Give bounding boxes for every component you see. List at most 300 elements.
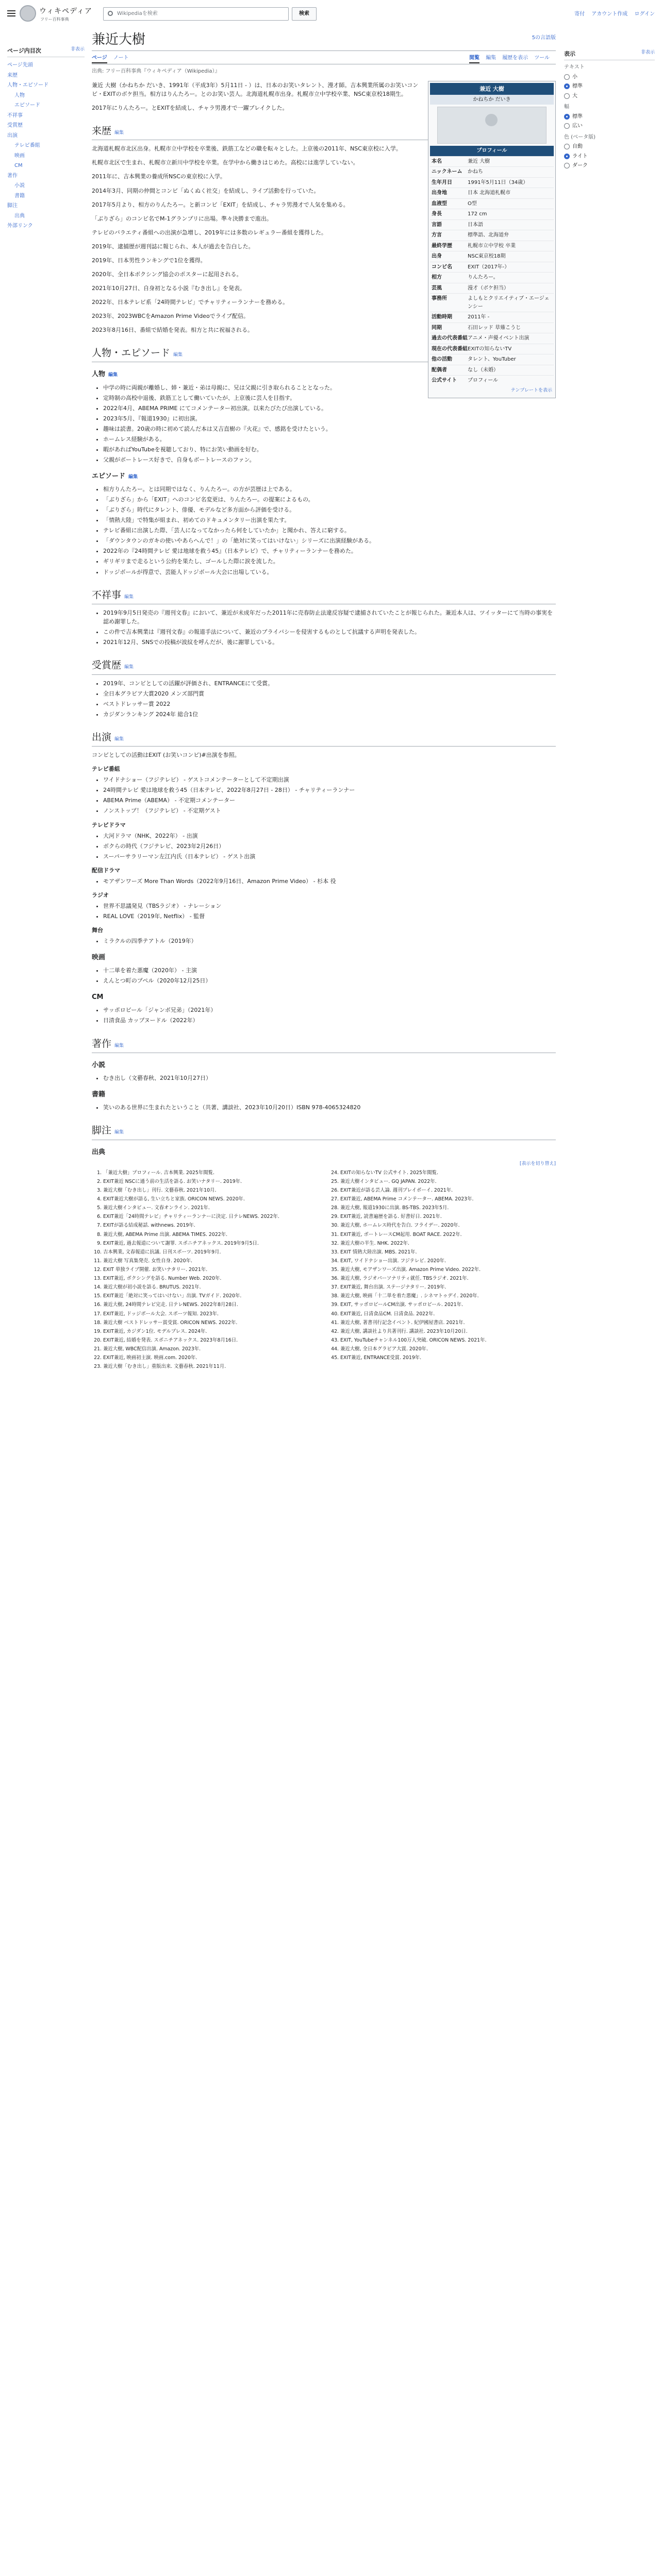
scandal-item: • 2019年9月5日発売の『週刊文春』において、兼近が未成年だった2011年に売春防止法違反容疑で逮捕されていたことが報じられた。兼近本人は、ツイッターにて当時の事実を認め謝罪した。 — [103, 608, 556, 626]
episode-item: • 「情熱大陸」で特集が組まれ、初めてのドキュメンタリー出演を果たす。 — [103, 516, 556, 524]
appear-item: • ノンストップ！（フジテレビ） - 不定期ゲスト — [103, 806, 556, 815]
radio-icon — [564, 123, 570, 129]
tab-read[interactable]: 閲覧 — [469, 55, 479, 63]
option-label: 小 — [572, 74, 577, 80]
infobox-row — [430, 283, 554, 294]
works-item: • 笑いのある世界に生まれたということ（共著、講談社、2023年10月20日）ISBN 978-4065324820 — [103, 1103, 556, 1112]
text-size-standard[interactable] — [564, 82, 655, 91]
search-placeholder: Wikipediaを検索 — [117, 11, 158, 16]
infobox-value: りんたろー。 — [468, 275, 499, 281]
portrait-image[interactable] — [437, 107, 546, 144]
episode-item: • 「ダウンタウンのガキの使いやあらへんで！」の「絶対に笑ってはいけない」シリーズに出演経験がある。 — [103, 536, 556, 545]
reference-item: 45. EXIT兼近, ENTRANCE受賞. 2019年. — [340, 1354, 556, 1362]
toc-item[interactable]: 人物・エピソード — [7, 82, 48, 89]
toc-subitem[interactable]: 小説 — [14, 183, 25, 189]
infobox-row — [430, 166, 554, 177]
infobox-value: 2011年 - — [468, 314, 490, 320]
reference-item: 22. EXIT兼近, 映画初主演. 映画.com. 2020年. — [103, 1354, 319, 1362]
appear-item: • 世界不思議発見（TBSラジオ） - ナレーション — [103, 902, 556, 910]
toc-item[interactable]: 脚注 — [7, 203, 18, 209]
infobox-label: 過去の代表番組 — [432, 335, 468, 342]
infobox-row — [430, 188, 554, 198]
reference-item: 43. EXIT, YouTubeチャンネル100万人突破. ORICON NEWS. 2021年. — [340, 1337, 556, 1344]
infobox-row — [430, 156, 554, 167]
infobox-rows — [430, 156, 554, 386]
infobox-value: なし（未婚） — [468, 367, 499, 373]
person-item: • 2022年4月、ABEMA PRIME にてコメンテーター初出演。以来たびたび出演している。 — [103, 404, 556, 413]
appear-group-list — [103, 937, 556, 945]
infobox-label: 生年月日 — [432, 179, 452, 185]
infobox-label: 言語 — [432, 222, 442, 228]
toc-item[interactable]: 来歴 — [7, 72, 18, 78]
person-item: • 趣味は読書。20歳の時に初めて読んだ本は又吉直樹の『火花』で、感銘を受けたという。 — [103, 425, 556, 433]
search-input[interactable] — [103, 7, 289, 21]
appear-item: • スーパーサラリーマン左江内氏（日本テレビ） - ゲスト出演 — [103, 852, 556, 861]
edit-link[interactable]: 編集 — [114, 1130, 124, 1136]
donate-link[interactable]: 寄付 — [574, 11, 585, 17]
section-heading — [92, 1123, 556, 1140]
toc-item[interactable]: 著作 — [7, 173, 18, 179]
episode-item: • テレビ番組に出演した際、「芸人になってなかったら何をしていたか」と聞かれ、答えに窮する。 — [103, 526, 556, 535]
subsection-heading: 書籍 — [92, 1091, 106, 1099]
appear-item: • えんとつ町のプペル（2020年12月25日） — [103, 976, 556, 985]
radio-selected-icon — [564, 83, 570, 89]
toc-subitem[interactable]: エピソード — [14, 103, 40, 109]
reference-item: 18. 兼近大樹 ベストドレッサー賞受賞. ORICON NEWS. 2022年. — [103, 1319, 319, 1327]
toc-sidebar — [7, 46, 85, 231]
reference-item: 11. 兼近大樹 写真集発売. 女性自身. 2020年. — [103, 1258, 319, 1265]
view-tabs — [469, 54, 556, 62]
page-title: 兼近大樹 — [92, 31, 556, 51]
toggle-references-button[interactable]: [表示を切り替え] — [519, 1161, 556, 1166]
appear-group-list — [103, 1006, 556, 1025]
episode-item: • 「ぶりざら」から「EXIT」へのコンビ名変更は、りんたろー。の提案によるもの。 — [103, 495, 556, 504]
toc-item[interactable]: 外部リンク — [7, 223, 33, 229]
infobox-value: 兼近 大樹 — [468, 158, 490, 164]
appear-item: • 日清食品 カップヌードル（2022年） — [103, 1016, 556, 1025]
language-button[interactable]: 5の言語版 — [532, 35, 556, 41]
reference-item: 41. 兼近大樹, 著書刊行記念イベント. 紀伊國屋書店. 2021年. — [340, 1319, 556, 1327]
reference-item: 33. EXIT 情熱大陸出演. MBS. 2021年. — [340, 1249, 556, 1256]
namespace-tabs — [92, 54, 135, 62]
source-line: 出典: フリー百科事典『ウィキペディア（Wikipedia）』 — [92, 69, 220, 75]
reference-item: 9. EXIT兼近, 過去報道について謝罪. スポニチアネックス. 2019年9月5日. — [103, 1240, 319, 1247]
infobox-value: NSC東京校18期 — [468, 253, 506, 260]
reference-item: 26. EXIT兼近が語る芸人論. 週刊プレイボーイ. 2021年. — [340, 1187, 556, 1194]
infobox-label: 活動時期 — [432, 314, 452, 320]
login-link[interactable]: ログイン — [634, 11, 655, 17]
career-paragraph: 2011年に、吉本興業の養成所NSCの東京校に入学。 — [92, 173, 226, 180]
text-size-label: テキスト — [564, 64, 585, 71]
toc-item[interactable]: 出演 — [7, 132, 18, 139]
episode-list — [103, 485, 556, 576]
infobox-value: 日本 北海道札幌市 — [468, 190, 511, 196]
works-item: • むき出し（文藝春秋、2021年10月27日） — [103, 1074, 556, 1082]
toc-subitem[interactable]: 出典 — [14, 213, 25, 219]
appear-group-heading: テレビ番組 — [92, 766, 120, 773]
toc-item[interactable]: 不祥事 — [7, 112, 23, 118]
career-paragraph: テレビのバラエティ番組への出演が急増し、2019年には多数のレギュラー番組を獲得した。 — [92, 229, 327, 236]
title-row — [92, 31, 556, 51]
works-groups — [92, 1060, 556, 1112]
width-label: 幅 — [564, 104, 569, 110]
option-label: 自動 — [572, 144, 583, 150]
reference-item: 2. EXIT兼近 NSCに通う前の生活を語る. お笑いナタリー. 2019年. — [103, 1178, 319, 1185]
appear-group-heading: テレビドラマ — [92, 821, 126, 828]
episode-item: • 「ぶりざら」時代にタレント、俳優、モデルなど多方面から評価を受ける。 — [103, 505, 556, 514]
section-title: 著作 — [92, 1038, 112, 1049]
infobox-label: 他の活動 — [432, 357, 452, 363]
reference-item: 16. 兼近大樹, 24時間テレビ完走. 日テレNEWS. 2022年8月28日. — [103, 1301, 319, 1309]
appear-item: • ABEMA Prime（ABEMA） - 不定期コメンテーター — [103, 796, 556, 805]
infobox-value: タレント、YouTuber — [468, 357, 516, 363]
infobox-value: よしもとクリエイティブ・エージェンシー — [468, 296, 550, 310]
infobox-label: 血液型 — [432, 200, 447, 207]
edit-link[interactable]: 編集 — [124, 665, 134, 670]
reference-item: 24. EXITの知らないTV 公式サイト. 2025年閲覧. — [340, 1170, 556, 1177]
radio-selected-icon — [564, 114, 570, 120]
infobox-label: 最終学歴 — [432, 243, 452, 249]
infobox-row — [430, 333, 554, 344]
reference-item: 29. EXIT兼近, 読書遍歴を語る. 好書好日. 2021年. — [340, 1213, 556, 1221]
appearance-hide-button[interactable]: 非表示 — [640, 50, 655, 55]
create-account-link[interactable]: アカウント作成 — [591, 11, 628, 17]
logo-title[interactable]: ウィキペディア — [39, 7, 93, 15]
infobox-value: 札幌市立中学校 卒業 — [468, 243, 516, 249]
main-menu-icon[interactable] — [7, 10, 15, 16]
appear-group-list — [103, 832, 556, 861]
person-item: • ホームレス経験がある。 — [103, 435, 556, 444]
logo-subtitle: フリー百科事典 — [40, 17, 69, 22]
article-body — [92, 81, 556, 1372]
appearance-title-text: 表示 — [564, 50, 575, 57]
infobox-row — [430, 375, 554, 386]
section-title: 来歴 — [92, 125, 112, 137]
reference-item: 20. EXIT兼近, 結婚を発表. スポニチアネックス. 2023年8月16日. — [103, 1337, 319, 1344]
radio-icon — [564, 74, 570, 80]
radio-icon — [564, 93, 570, 99]
person-item: • 父親がボートレース好きで、自身もボートレースのファン。 — [103, 455, 556, 464]
appear-group-heading: 舞台 — [92, 926, 103, 934]
section-heading — [92, 730, 556, 747]
reference-item: 39. EXIT, サッポロビールCM出演. サッポロビール. 2021年. — [340, 1301, 556, 1309]
template-link[interactable]: テンプレートを表示 — [510, 387, 552, 393]
toc-hide-button[interactable]: 非表示 — [70, 47, 85, 52]
personal-tools — [569, 10, 655, 19]
section-title: 脚注 — [92, 1125, 112, 1137]
appear-item: • サッポロビール「ジャンボ兄弟」（2021年） — [103, 1006, 556, 1014]
reference-item: 42. 兼近大樹, 講談社より共著刊行. 講談社. 2023年10月20日. — [340, 1328, 556, 1335]
references — [92, 1168, 556, 1372]
radio-selected-icon — [564, 154, 570, 159]
section-heading — [92, 1037, 556, 1053]
edit-link[interactable]: 編集 — [114, 1043, 124, 1048]
infobox-label: 芸風 — [432, 285, 442, 291]
option-label: 大 — [572, 93, 577, 99]
appear-item: • 大河ドラマ（NHK、2022年） - 出演 — [103, 832, 556, 840]
section-heading — [92, 588, 556, 604]
infobox-label: 事務所 — [432, 296, 447, 302]
appearance-title — [564, 49, 655, 60]
episode-item: • ドッジボールが得意で、芸能人ドッジボール大会に出場している。 — [103, 568, 556, 577]
reference-item: 4. EXIT兼近大樹が語る, 生い立ちと家族. ORICON NEWS. 2020年. — [103, 1196, 319, 1203]
career-paragraph: 2023年8月16日、番組で結婚を発表。相方と共に祝福される。 — [92, 326, 253, 333]
search-icon — [108, 11, 113, 16]
infobox-row — [430, 241, 554, 251]
page-tabs — [92, 51, 556, 65]
reference-item: 17. EXIT兼近, ドッジボール大会. スポーツ報知. 2023年. — [103, 1311, 319, 1318]
edit-link[interactable]: 編集 — [128, 474, 138, 480]
beta-label: (ベータ版) — [571, 134, 595, 140]
infobox-value: かねち — [468, 169, 483, 175]
article — [92, 31, 556, 1372]
infobox-label: 公式サイト — [432, 378, 457, 384]
scandal-item: • 2021年12月、SNSでの投稿が波紋を呼んだが、後に謝罪している。 — [103, 638, 556, 647]
appear-group-heading: 配信ドラマ — [92, 867, 120, 874]
reference-item: 13. EXIT兼近, ボクシングを語る. Number Web. 2020年. — [103, 1275, 319, 1282]
infobox-value: 日本語 — [468, 222, 483, 228]
color-auto[interactable] — [564, 143, 655, 151]
infobox-kana: かねちか だいき — [430, 95, 554, 105]
infobox-subheader: プロフィール — [430, 146, 554, 156]
infobox-row — [430, 344, 554, 354]
toc-item[interactable]: ページ先頭 — [7, 62, 33, 69]
wikipedia-logo-icon[interactable] — [20, 5, 36, 22]
appear-group-list — [103, 775, 556, 815]
infobox — [428, 81, 556, 398]
infobox-value: 標準語、北海道弁 — [468, 232, 509, 239]
reference-item: 38. 兼近大樹, 映画「十二単を着た悪魔」. シネマトゥデイ. 2020年. — [340, 1293, 556, 1300]
career-paragraph: 2020年、全日本ボクシング協会のポスターに起用される。 — [92, 270, 242, 278]
reference-item: 35. 兼近大樹, モアザンワーズ出演. Amazon Prime Video. 2022年. — [340, 1266, 556, 1274]
career-paragraph: 2014年3月、同期の仲間とコンビ「ぬくぬく社交」を結成し、ライブ活動を行っていた。 — [92, 187, 320, 194]
award-item: • カジダンランキング 2024年 総合1位 — [103, 710, 556, 719]
appear-lead: コンビとしての活動はEXIT (お笑いコンビ)#出演を参照。 — [92, 752, 240, 759]
edit-link[interactable]: 編集 — [173, 352, 183, 358]
person-item: • 2023年5月、『報道1930』に初出演。 — [103, 414, 556, 423]
subsection-title: エピソード — [92, 472, 126, 480]
reference-item: 23. 兼近大樹「むき出し」重版出来. 文藝春秋. 2021年11月. — [103, 1363, 319, 1370]
career-paragraph: 北海道札幌市北区出身。札幌市立中学校を卒業後、鉄筋工などの職を転々とした。上京後の2011年、NSC東京校に入学。 — [92, 145, 402, 152]
section-title: 出演 — [92, 732, 112, 743]
section-title: 不祥事 — [92, 589, 122, 601]
color-light[interactable] — [564, 152, 655, 161]
person-item: • 定時制の高校中退後、鉄筋工として働いていたが、上京後に芸人を目指す。 — [103, 394, 556, 402]
appear-item: • 24時間テレビ 愛は地球を救う45（日本テレビ、2022年8月27日 - 28日） - チャリティーランナー — [103, 786, 556, 794]
infobox-label: 同期 — [432, 325, 442, 331]
career-paragraph: 2023年、2023WBCをAmazon Prime Videoでライブ配信。 — [92, 312, 250, 319]
toc-title — [7, 46, 85, 57]
option-label: 広い — [572, 123, 583, 129]
person-item: • 中学の時に両親が離婚し、姉・兼近・弟は母親に、兄は父親に引き取られることとなった。 — [103, 383, 556, 392]
episode-item: • 2022年の『24時間テレビ 愛は地球を救う45』（日本テレビ）で、チャリティーランナーを務めた。 — [103, 547, 556, 555]
edit-link[interactable]: 編集 — [108, 372, 118, 378]
appear-group-heading: ラジオ — [92, 891, 109, 899]
reference-item: 44. 兼近大樹, 全日本グラビア大賞. 2020年. — [340, 1346, 556, 1353]
intro-paragraph: 2017年にりんたろー。とEXITを結成し、チャラ男漫才で一躍ブレイクした。 — [92, 104, 288, 111]
career-paragraph: 2022年、日本テレビ系「24時間テレビ」でチャリティーランナーを務める。 — [92, 298, 289, 306]
infobox-label: ニックネーム — [432, 169, 462, 175]
infobox-label: コンビ名 — [432, 264, 452, 270]
infobox-value: O型 — [468, 200, 477, 207]
person-item: • 暇があればYouTubeを視聴しており、特にお笑い動画を好む。 — [103, 445, 556, 454]
infobox-row — [430, 198, 554, 209]
appear-group-list — [103, 966, 556, 985]
toc-subitem[interactable]: 書籍 — [14, 193, 25, 199]
reference-item: 27. EXIT兼近, ABEMA Prime コメンテーター. ABEMA. 2023年. — [340, 1196, 556, 1203]
subsection-heading: 小説 — [92, 1061, 106, 1069]
infobox-value: 172 cm — [468, 211, 487, 217]
infobox-value: EXIT（2017年-） — [468, 264, 510, 270]
color-dark[interactable] — [564, 162, 655, 170]
appear-item: • モアザンワーズ More Than Words（2022年9月16日、Amazon Prime Video） - 杉本 役 — [103, 877, 556, 886]
career-paragraph: 2019年、日本男性ランキングで1位を獲得。 — [92, 257, 206, 264]
scandal-item: • この件で吉本興業は『週刊文春』の報道手法について、兼近のプライバシーを侵害するものとして抗議する声明を発表した。 — [103, 628, 556, 636]
section-heading — [92, 658, 556, 674]
works-list — [103, 1074, 556, 1082]
option-label: ダーク — [572, 163, 588, 169]
reference-item: 5. 兼近大樹インタビュー. 文春オンライン. 2021年. — [103, 1205, 319, 1212]
appear-item: • 十二単を着た悪魔（2020年） - 主演 — [103, 966, 556, 975]
reference-item: 14. 兼近大樹が初小説を語る. BRUTUS. 2021年. — [103, 1284, 319, 1291]
appearance-panel — [564, 46, 655, 172]
subsection-heading — [92, 1147, 556, 1158]
reference-item: 34. EXIT, ワイドナショー出演. フジテレビ. 2020年. — [340, 1258, 556, 1265]
infobox-row — [430, 230, 554, 241]
subsection-heading: CM — [92, 993, 104, 1002]
infobox-row — [430, 365, 554, 376]
infobox-row — [430, 354, 554, 365]
infobox-label: 身長 — [432, 211, 442, 217]
edit-link[interactable]: 編集 — [114, 130, 124, 135]
infobox-row — [430, 323, 554, 333]
infobox-value: 1991年5月11日（34歳） — [468, 179, 528, 185]
appear-item: • ワイドナショー（フジテレビ） - ゲストコメンテーターとして不定期出演 — [103, 775, 556, 784]
color-label-text: 色 — [564, 134, 569, 140]
option-label: ライト — [572, 153, 588, 159]
infobox-label: 本名 — [432, 158, 442, 164]
toc-subitem[interactable]: CM — [14, 163, 23, 169]
infobox-value: 漫才（ボケ担当） — [468, 285, 509, 291]
reference-item: 7. EXITが語る結成秘話. withnews. 2019年. — [103, 1222, 319, 1229]
infobox-label: 出身 — [432, 253, 442, 260]
career-paragraph: 「ぶりざら」のコンビ名でM-1グランプリに出場。準々決勝まで進出。 — [92, 215, 273, 222]
infobox-title: 兼近 大樹 — [430, 83, 554, 95]
reference-item: 21. 兼近大樹, WBC配信出演. Amazon. 2023年. — [103, 1346, 319, 1353]
option-label: 標準 — [572, 113, 583, 120]
infobox-value: 石田レッド 草薙こうじ — [468, 325, 521, 331]
appear-item: • ボクらの時代（フジテレビ、2023年2月26日） — [103, 842, 556, 851]
awards-list — [103, 679, 556, 719]
reference-item: 19. EXIT兼近, カジダン1位. モデルプレス. 2024年. — [103, 1328, 319, 1335]
appear-item: • REAL LOVE（2019年, Netflix） - 監督 — [103, 912, 556, 921]
toc-title-text: ページ内目次 — [7, 47, 41, 54]
infobox-label: 相方 — [432, 275, 442, 281]
reference-item: 40. EXIT兼近, 日清食品CM. 日清食品. 2022年. — [340, 1311, 556, 1318]
infobox-row — [430, 262, 554, 273]
text-size-small[interactable] — [564, 73, 655, 81]
reference-item: 1. 「兼近大樹」プロフィール. 吉本興業. 2025年閲覧. — [103, 1170, 319, 1177]
episode-item: • ギリギリまで走るという公約を果たし、ゴールした際に涙を流した。 — [103, 557, 556, 566]
reference-item: 6. EXIT兼近「24時間テレビ」チャリティーランナーに決定. 日テレNEWS. 2022年. — [103, 1213, 319, 1221]
toc-subitem[interactable]: 映画 — [14, 152, 25, 159]
award-item: • 全日本グラビア大賞2020 メンズ部門賞 — [103, 689, 556, 698]
appear-group-list — [103, 902, 556, 921]
toc-subitem[interactable]: テレビ番組 — [14, 143, 40, 149]
career-paragraph: 2021年10月27日、自身初となる小説『むき出し』を発表。 — [92, 284, 245, 292]
infobox-value: アニメ・声優イベント出演 — [468, 335, 529, 342]
section-title: 受賞歴 — [92, 660, 122, 671]
reference-item: 12. EXIT 単独ライブ開催. お笑いナタリー. 2021年. — [103, 1266, 319, 1274]
reference-list-right — [340, 1168, 556, 1372]
award-item: • 2019年、コンビとしての活躍が評価され、ENTRANCEにて受賞。 — [103, 679, 556, 688]
reference-item: 37. EXIT兼近, 舞台出演. ステージナタリー. 2019年. — [340, 1284, 556, 1291]
infobox-row — [430, 177, 554, 188]
episode-item: • 相方りんたろー。とは同期ではなく、りんたろー。の方が芸歴は上である。 — [103, 485, 556, 494]
infobox-row — [430, 251, 554, 262]
edit-link[interactable]: 編集 — [124, 594, 134, 600]
site-header — [0, 0, 662, 29]
subsection-title: 人物 — [92, 370, 106, 379]
award-item: • ベストドレッサー賞 2022 — [103, 700, 556, 708]
toc-subitem[interactable]: 人物 — [14, 92, 25, 98]
reference-item: 25. 兼近大樹インタビュー. GQ JAPAN. 2022年. — [340, 1178, 556, 1185]
infobox-label: 出身地 — [432, 190, 447, 196]
infobox-row — [430, 209, 554, 219]
subsection-title: 出典 — [92, 1148, 106, 1156]
reference-item: 28. 兼近大樹, 報道1930に出演. BS-TBS. 2023年5月. — [340, 1205, 556, 1212]
infobox-value: プロフィール — [468, 378, 498, 384]
tab-tools[interactable]: ツール — [534, 55, 550, 61]
tab-history[interactable]: 履歴を表示 — [502, 55, 528, 61]
option-label: 標準 — [572, 83, 583, 90]
infobox-label: 配偶者 — [432, 367, 447, 373]
infobox-row — [430, 312, 554, 323]
scandal-list — [103, 608, 556, 647]
appear-item: • ミラクルの四季テアトル（2019年） — [103, 937, 556, 945]
tab-edit[interactable]: 編集 — [486, 55, 496, 61]
width-standard[interactable] — [564, 113, 655, 121]
tab-talk[interactable]: ノート — [113, 55, 129, 61]
section-title: 人物・エピソード — [92, 348, 171, 359]
edit-link[interactable]: 編集 — [114, 736, 124, 742]
reference-item: 15. EXIT兼近「絶対に笑ってはいけない」出演. TVガイド. 2020年. — [103, 1293, 319, 1300]
subsection-heading — [92, 471, 556, 482]
reference-list-left — [103, 1168, 319, 1372]
search-button[interactable]: 検索 — [292, 7, 317, 21]
career-paragraph: 札幌市北区で生まれ、札幌市立新川中学校を卒業。在学中から働きはじめた。高校には進学していない。 — [92, 159, 359, 166]
reference-item: 30. 兼近大樹, ホームレス時代を告白. フライデー. 2020年. — [340, 1222, 556, 1229]
infobox-row — [430, 272, 554, 283]
infobox-row — [430, 293, 554, 312]
reference-item: 36. 兼近大樹, ラジオパーソナリティ就任. TBSラジオ. 2021年. — [340, 1275, 556, 1282]
width-wide[interactable] — [564, 122, 655, 130]
reference-item: 8. 兼近大樹, ABEMA Prime 出演. ABEMA TIMES. 2022年. — [103, 1231, 319, 1239]
radio-icon — [564, 144, 570, 149]
tab-page[interactable]: ページ — [92, 55, 107, 63]
infobox-row — [430, 219, 554, 230]
career-paragraph: 2017年5月より、相方のりんたろー。と新コンビ「EXIT」を結成し、チャラ男漫才で人気を集める。 — [92, 201, 349, 208]
radio-icon — [564, 163, 570, 168]
reference-item: 31. EXIT兼近, ボートレースCM起用. BOAT RACE. 2022年. — [340, 1231, 556, 1239]
toc-item[interactable]: 受賞歴 — [7, 123, 23, 129]
subsection-heading: 映画 — [92, 954, 106, 962]
text-size-large[interactable] — [564, 92, 655, 100]
reference-item: 10. 吉本興業, 文春報道に抗議. 日刊スポーツ. 2019年9月. — [103, 1249, 319, 1256]
infobox-label: 方言 — [432, 232, 442, 239]
intro-paragraph: 兼近 大樹（かねちか だいき、1991年（平成3年）5月11日 - ）は、日本のお笑いタレント、漫才師。吉本興業所属のお笑いコンビ・EXITのボケ担当。相方はりんたろー。とのお笑い芸人。北海道札幌市出身。札幌市立中学校卒業、NSC東京校18期生。 — [92, 81, 419, 97]
reference-item: 32. 兼近大樹の半生. NHK. 2022年. — [340, 1240, 556, 1247]
